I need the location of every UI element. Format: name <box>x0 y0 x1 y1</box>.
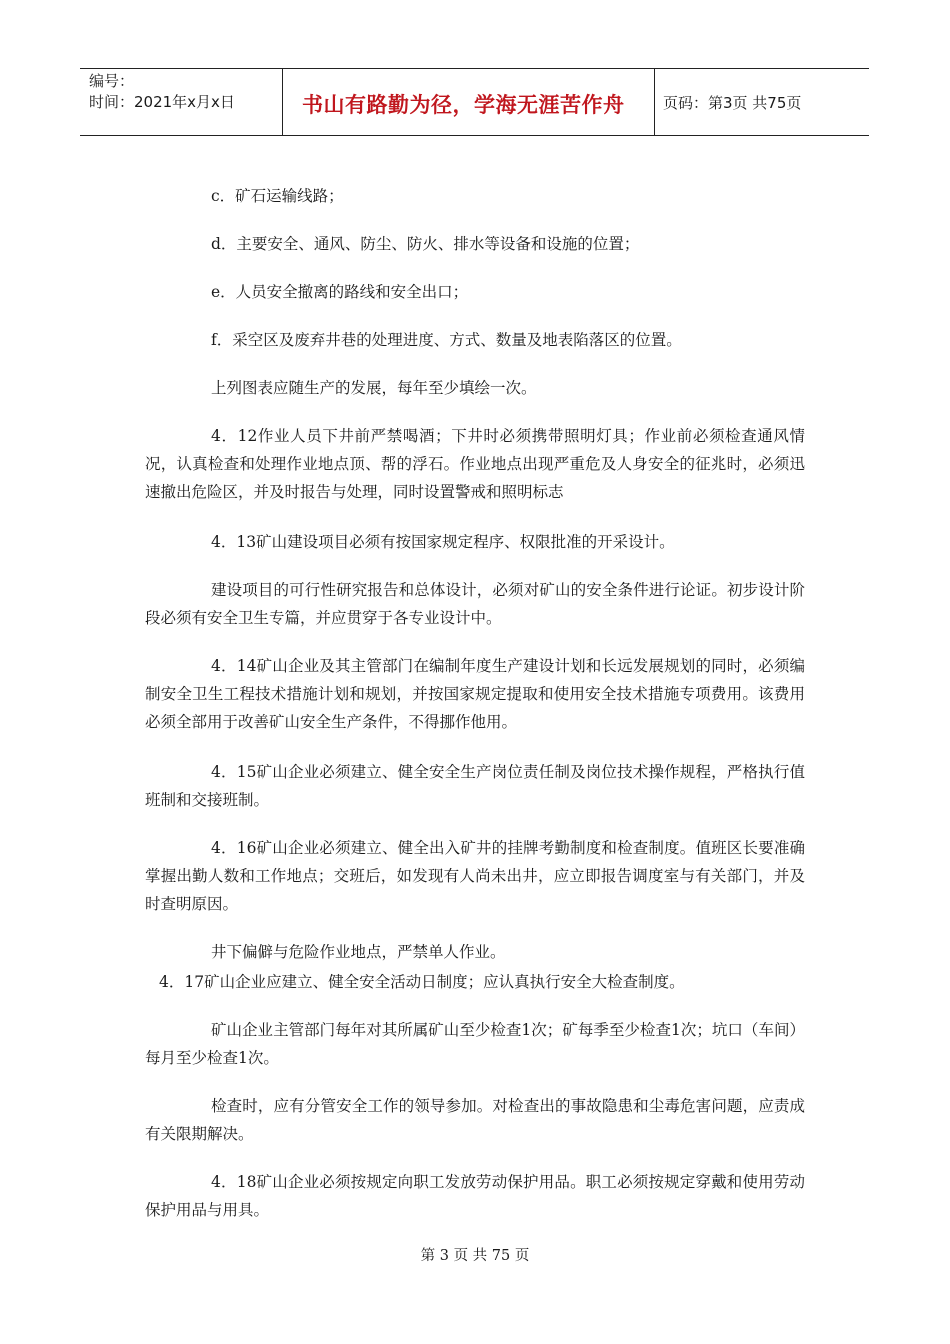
paragraph: 4．18矿山企业必须按规定向职工发放劳动保护用品。职工必须按规定穿戴和使用劳动保护用品与用具。 <box>145 1173 805 1219</box>
page-header <box>80 68 869 136</box>
header-page-cell <box>655 69 869 135</box>
paragraph: 4．17矿山企业应建立、健全安全活动日制度；应认真执行安全大检查制度。 <box>159 973 685 991</box>
page-footer: 第 3 页 共 75 页 <box>420 1248 530 1264</box>
paragraph: 检查时，应有分管安全工作的领导参加。对检查出的事故隐患和尘毒危害问题，应责成有关限期解决。 <box>145 1097 805 1143</box>
page-code: 页码：第3页 共75页 <box>663 93 802 112</box>
paragraph: 4．12作业人员下井前严禁喝酒；下井时必须携带照明灯具；作业前必须检查通风情况，认真检查和处理作业地点顶、帮的浮石。作业地点出现严重危及人身安全的征兆时，必须迅速撤出危险区，并及时报告与处理，同时设置警戒和照明标志 <box>145 427 805 501</box>
paragraph: 矿山企业主管部门每年对其所属矿山至少检查1次；矿每季至少检查1次；坑口（车间）每月至少检查1次。 <box>145 1021 805 1067</box>
paragraph: 4．15矿山企业必须建立、健全安全生产岗位责任制及岗位技术操作规程，严格执行值班制和交接班制。 <box>145 763 805 809</box>
paragraph: 4．16矿山企业必须建立、健全出入矿井的挂牌考勤制度和检查制度。值班区长要准确掌握出勤人数和工作地点；交班后，如发现有人尚未出井，应立即报告调度室与有关部门，并及时查明原因。 <box>145 839 805 913</box>
paragraph: 上列图表应随生产的发展，每年至少填绘一次。 <box>211 379 537 397</box>
paragraph: c．矿石运输线路； <box>211 187 344 205</box>
paragraph: 4．14矿山企业及其主管部门在编制年度生产建设计划和长远发展规划的同时，必须编制安全卫生工程技术措施计划和规划，并按国家规定提取和使用安全技术措施专项费用。该费用必须全部用于改善矿山安全生产条件，不得挪作他用。 <box>145 657 805 731</box>
serial-label: 编号： <box>89 72 135 90</box>
motto-text: 书山有路勤为径，学海无涯苦作舟 <box>302 93 625 117</box>
paragraph: d．主要安全、通风、防尘、防火、排水等设备和设施的位置； <box>211 235 640 253</box>
time-label: 时间：2021年x月x日 <box>89 93 235 111</box>
paragraph: 建设项目的可行性研究报告和总体设计，必须对矿山的安全条件进行论证。初步设计阶段必须有安全卫生专篇，并应贯穿于各专业设计中。 <box>145 581 805 627</box>
paragraph: f．采空区及废弃井巷的处理进度、方式、数量及地表陷落区的位置。 <box>211 331 682 349</box>
header-motto-cell <box>282 69 655 135</box>
paragraph: e．人员安全撤离的路线和安全出口； <box>211 283 469 301</box>
header-meta <box>80 69 282 135</box>
paragraph: 4．13矿山建设项目必须有按国家规定程序、权限批准的开采设计。 <box>211 533 675 551</box>
paragraph: 井下偏僻与危险作业地点，严禁单人作业。 <box>211 943 506 961</box>
